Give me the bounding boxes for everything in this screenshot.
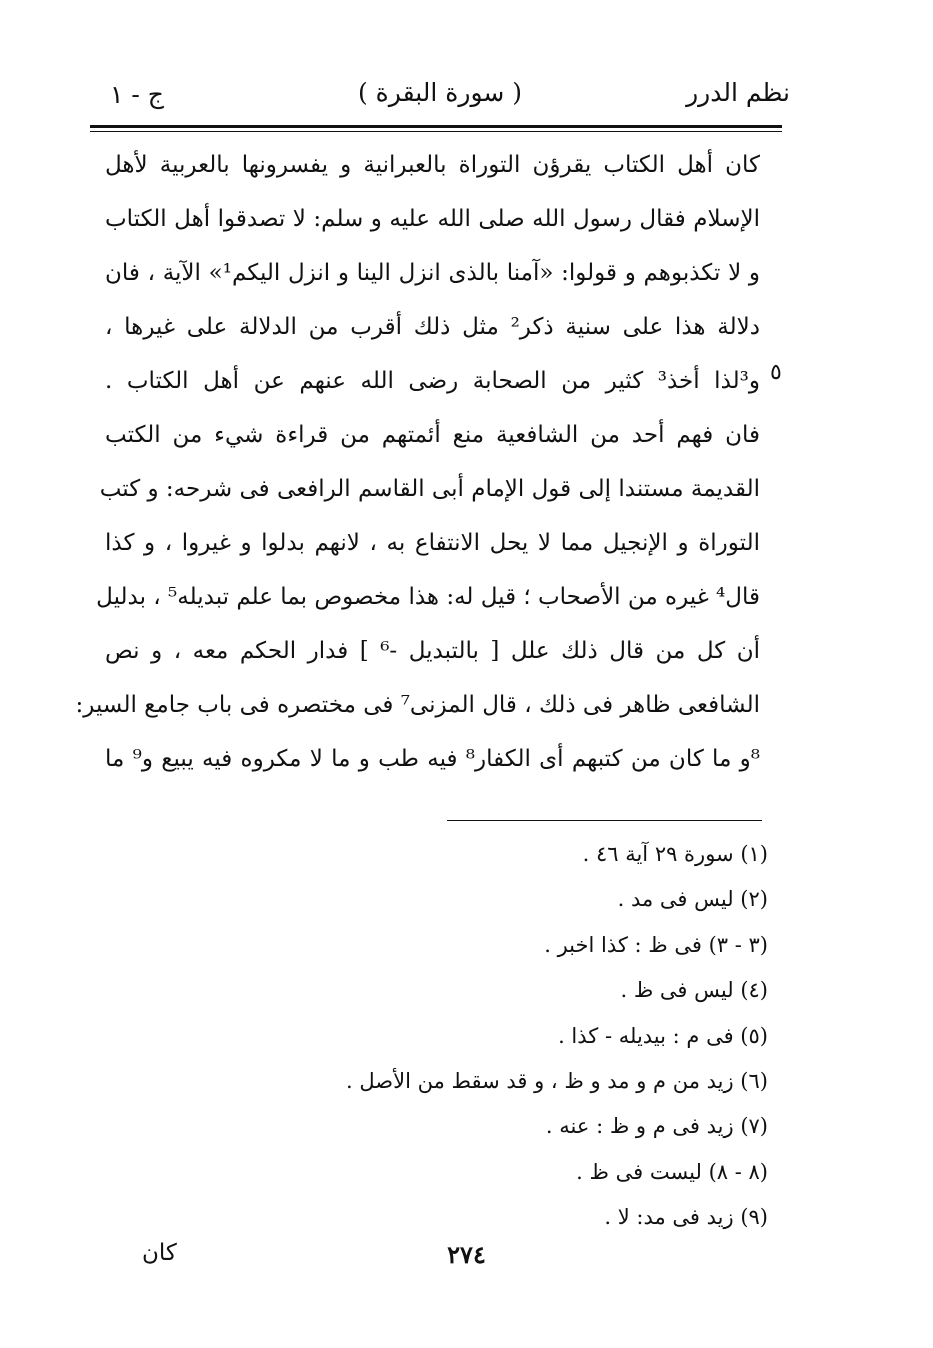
footnote: (٩) زيد فى مد: لا . xyxy=(604,1205,768,1230)
text-line: الشافعى ظاهر فى ذلك ، قال المزنى⁷ فى مختصره فى باب جامع السير: xyxy=(75,692,760,718)
footnote: (٤) ليس فى ظ . xyxy=(620,978,768,1003)
text-line: و³لذا أخذ³ كثير من الصحابة رضى الله عنهم عن أهل الكتاب . xyxy=(105,368,761,394)
text-line: كان أهل الكتاب يقرؤن التوراة بالعبرانية و يفسرونها بالعربية لأهل xyxy=(105,152,760,178)
footnote-rule xyxy=(447,820,762,821)
surah-title: ( سورة البقرة ) xyxy=(357,78,523,107)
main-text xyxy=(75,138,761,786)
header-rule-thin xyxy=(90,131,782,132)
footnote: (١) سورة ٢٩ آية ٤٦ . xyxy=(582,842,768,866)
footnote: (٦) زيد من م و مد و ظ ، و قد سقط من الأصل . xyxy=(346,1068,768,1093)
page-number: ٢٧٤ xyxy=(447,1240,486,1269)
text-line: التوراة و الإنجيل مما لا يحل الانتفاع به ، لانهم بدلوا و غيروا ، و كذا xyxy=(105,530,760,556)
footnote: (٨ - ٨) ليست فى ظ . xyxy=(576,1159,768,1184)
book-title: نظم الدرر xyxy=(686,78,790,107)
running-header xyxy=(90,70,790,120)
catchword: كان xyxy=(142,1240,177,1266)
text-line: القديمة مستندا إلى قول الإمام أبى القاسم الرافعى فى شرحه: و كتب xyxy=(99,476,760,502)
text-line: دلالة هذا على سنية ذكر² مثل ذلك أقرب من الدلالة على غيرها ، xyxy=(105,314,760,340)
text-line: قال⁴ غيره من الأصحاب ؛ قيل له: هذا مخصوص بما علم تبديله⁵ ، بدليل xyxy=(96,584,760,610)
volume-label: ج - ١ xyxy=(110,80,164,109)
text-line: و لا تكذبوهم و قولوا: «آمنا بالذى انزل الينا و انزل اليكم¹» الآية ، فان xyxy=(105,260,761,286)
header-rule-thick xyxy=(90,125,782,128)
text-line: الإسلام فقال رسول الله صلى الله عليه و سلم: لا تصدقوا أهل الكتاب xyxy=(105,206,760,232)
text-line: ⁸و ما كان من كتبهم أى الكفار⁸ فيه طب و ما لا مكروه فيه يبيع و⁹ ما xyxy=(105,746,761,772)
footnote: (٢) ليس فى مد . xyxy=(617,887,768,912)
footnote: (٧) زيد فى م و ظ : عنه . xyxy=(545,1114,768,1139)
footnote: (٣ - ٣) فى ظ : كذا اخبر . xyxy=(544,932,768,957)
margin-line-number: ٥ xyxy=(770,360,782,385)
footnotes xyxy=(268,832,768,1241)
text-line: أن كل من قال ذلك علل [ بالتبديل -⁶ ] فدار الحكم معه ، و نص xyxy=(105,638,760,664)
text-line: فان فهم أحد من الشافعية منع أئمتهم من قراءة شيء من الكتب xyxy=(105,422,760,448)
footnote: (٥) فى م : بيديله - كذا . xyxy=(558,1023,768,1048)
